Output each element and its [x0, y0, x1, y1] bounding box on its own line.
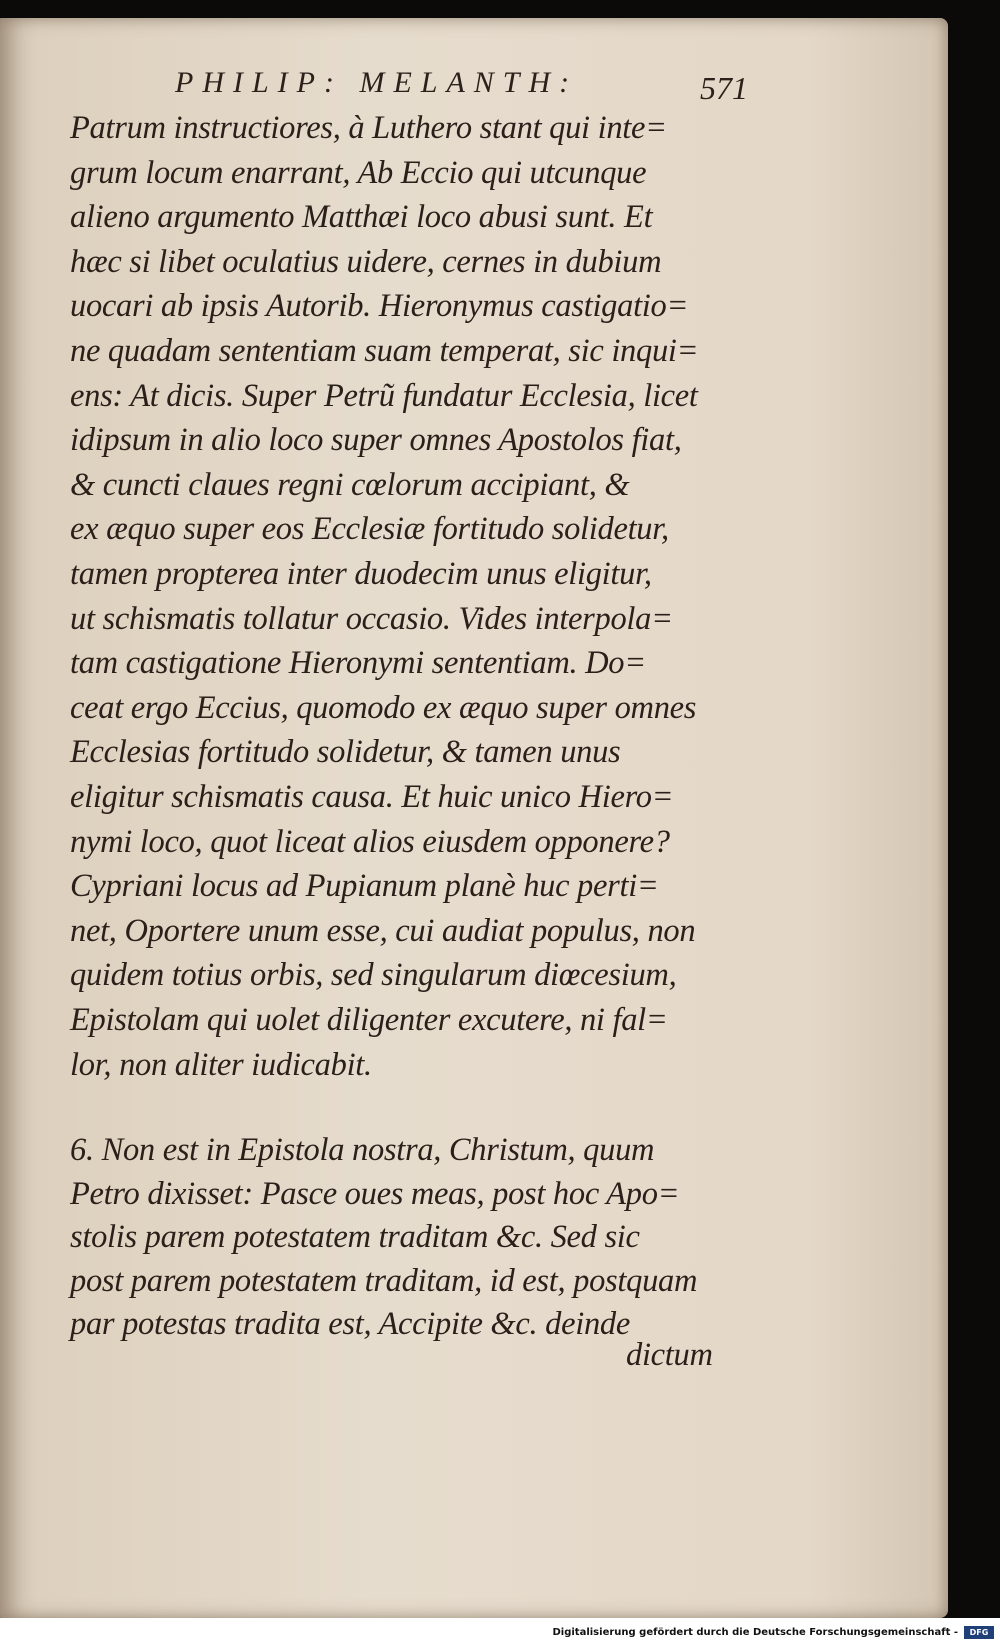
text-line: Cypriani locus ad Pupianum planè huc perti= [70, 868, 659, 905]
text-line: stolis parem potestatem traditam &c. Sed sic [70, 1219, 640, 1255]
text-line: grum locum enarrant, Ab Eccio qui utcunque [70, 154, 647, 191]
text-line: Epistolam qui uolet diligenter excutere, ni fal= [70, 1002, 668, 1038]
text-line: idipsum in alio loco super omnes Apostolos fiat, [70, 422, 682, 459]
text-line: & cuncti claues regni cœlorum accipiant, & [70, 466, 630, 503]
text-line: ex æquo super eos Ecclesiæ fortitudo solidetur, [70, 511, 669, 548]
running-head: PHILIP: MELANTH: [175, 66, 579, 99]
text-line: ens: At dicis. Super Petrũ fundatur Ecclesia, licet [70, 377, 698, 414]
text-line: hæc si libet oculatius uidere, cernes in dubium [70, 243, 662, 280]
text-line: net, Oportere unum esse, cui audiat populus, non [70, 912, 696, 949]
text-line: ut schismatis tollatur occasio. Vides interpola= [70, 600, 673, 637]
text-line: tam castigatione Hieronymi sententiam. Do= [70, 645, 646, 682]
text-line: 6. Non est in Epistola nostra, Christum, quum [70, 1132, 655, 1168]
dfg-logo: DFG [964, 1626, 994, 1639]
footer-credit: Digitalisierung gefördert durch die Deutsche Forschungsgemeinschaft - [552, 1627, 958, 1638]
page-number: 571 [700, 70, 748, 106]
text-line: post parem potestatem traditam, id est, postquam [70, 1262, 698, 1299]
text-line: Petro dixisset: Pasce oues meas, post hoc Apo= [70, 1175, 680, 1212]
text-line: lor, non aliter iudicabit. [70, 1046, 372, 1083]
text-line: ceat ergo Eccius, quomodo ex æquo super omnes [70, 689, 697, 726]
text-line: ne quadam sententiam suam temperat, sic inqui= [70, 333, 699, 369]
text-line: Ecclesias fortitudo solidetur, & tamen unus [70, 734, 621, 771]
text-line: eligitur schismatis causa. Et huic unico Hiero= [70, 779, 674, 815]
text-line: alieno argumento Matthæi loco abusi sunt. Et [70, 199, 653, 236]
catchword: dictum [626, 1337, 713, 1373]
text-line: quidem totius orbis, sed singularum diœcesium, [70, 957, 677, 994]
text-line: tamen propterea inter duodecim unus eligitur, [70, 556, 652, 592]
text-line: uocari ab ipsis Autorib. Hieronymus castigatio= [70, 288, 689, 325]
text-line: nymi loco, quot liceat alios eiusdem opponere? [70, 823, 670, 860]
text-line: par potestas tradita est, Accipite &c. deinde [70, 1306, 630, 1342]
text-line: Patrum instructiores, à Luthero stant qui inte= [70, 110, 667, 146]
